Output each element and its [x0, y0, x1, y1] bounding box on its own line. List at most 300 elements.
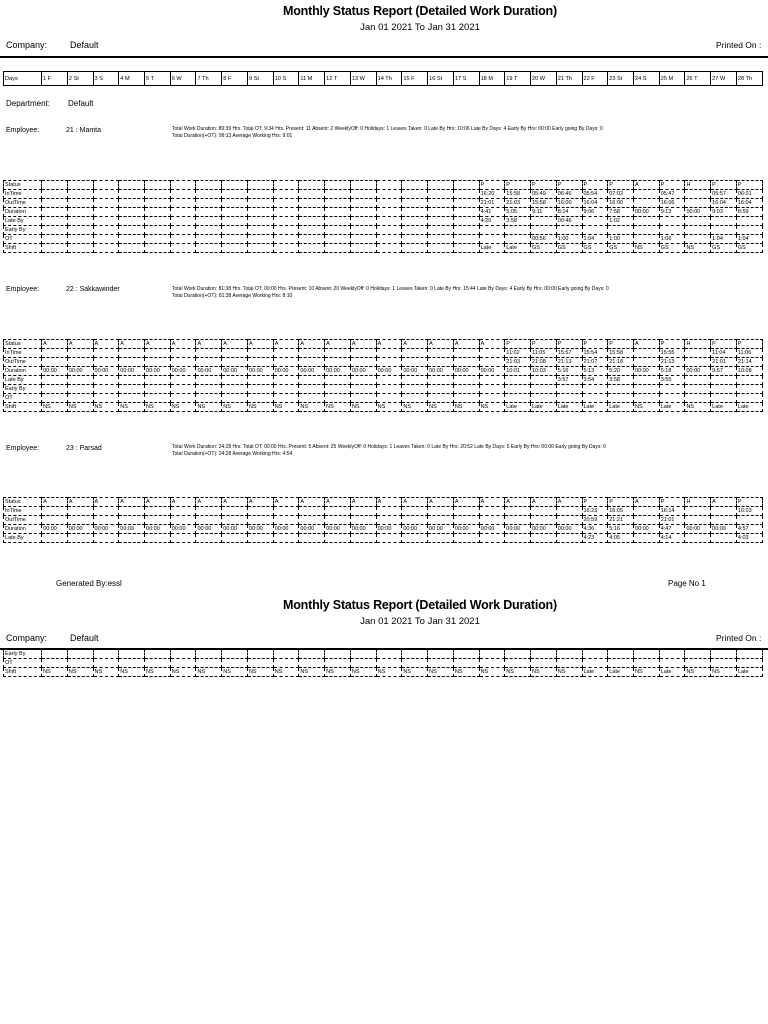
table-cell [145, 235, 171, 244]
table-cell [685, 385, 711, 394]
table-cell [402, 349, 428, 358]
table-row [4, 358, 763, 367]
table-cell: 21:08 [531, 358, 557, 367]
table-cell: 5:05 [505, 208, 531, 217]
table-cell: 1:04 [736, 235, 762, 244]
table-cell [93, 235, 119, 244]
table-cell: 15:57 [556, 349, 582, 358]
table-cell [42, 394, 68, 403]
table-cell [170, 394, 196, 403]
table-cell [299, 244, 325, 253]
table-cell: 4:05 [608, 534, 634, 543]
table-cell: P [531, 340, 557, 349]
table-cell [453, 181, 479, 190]
table-cell: A [402, 340, 428, 349]
table-cell: 00:00 [247, 367, 273, 376]
table-cell [196, 208, 222, 217]
table-cell: 00:00 [633, 208, 659, 217]
table-cell: 16:00 [556, 199, 582, 208]
table-cell [582, 226, 608, 235]
table-cell [273, 394, 299, 403]
table-cell: NS [42, 668, 68, 677]
table-cell [453, 534, 479, 543]
table-cell [42, 659, 68, 668]
table-cell: NS [685, 244, 711, 253]
table-cell [428, 659, 454, 668]
table-cell: Late [582, 668, 608, 677]
table-cell [350, 199, 376, 208]
table-cell: NS [273, 668, 299, 677]
table-cell [428, 349, 454, 358]
table-cell [93, 385, 119, 394]
table-cell [325, 181, 351, 190]
table-cell [273, 376, 299, 385]
table-cell [119, 190, 145, 199]
table-cell: P [608, 498, 634, 507]
table-cell [170, 385, 196, 394]
table-cell: 8:14 [556, 208, 582, 217]
table-cell [711, 516, 737, 525]
table-cell: A [145, 498, 171, 507]
table-cell [273, 244, 299, 253]
table-row [4, 349, 763, 358]
table-cell [145, 217, 171, 226]
table-cell [505, 507, 531, 516]
table-cell [325, 394, 351, 403]
table-row [4, 650, 763, 659]
table-cell [556, 507, 582, 516]
table-cell: 00:00 [273, 367, 299, 376]
table-cell [145, 650, 171, 659]
table-cell [67, 394, 93, 403]
table-cell [247, 507, 273, 516]
table-cell [453, 507, 479, 516]
table-cell [659, 385, 685, 394]
table-cell [222, 507, 248, 516]
table-cell: NS [479, 668, 505, 677]
table-cell [736, 385, 762, 394]
table-cell [428, 190, 454, 199]
table-cell [428, 358, 454, 367]
table-cell [145, 349, 171, 358]
table-cell: A [402, 498, 428, 507]
table-cell: 00:00 [222, 367, 248, 376]
table-cell [196, 534, 222, 543]
table-cell [196, 244, 222, 253]
table-cell: A [170, 498, 196, 507]
table-cell [222, 516, 248, 525]
table-cell [376, 650, 402, 659]
table-cell: Late [736, 403, 762, 412]
table-cell: NS [453, 668, 479, 677]
employee-name: 21 : Mamta [66, 127, 102, 134]
table-cell: 00:00 [685, 367, 711, 376]
table-cell [582, 650, 608, 659]
table-cell [273, 349, 299, 358]
table-cell [170, 376, 196, 385]
table-cell [556, 226, 582, 235]
table-cell [273, 235, 299, 244]
table-cell [119, 534, 145, 543]
table-cell [93, 376, 119, 385]
header-rule [0, 56, 768, 58]
table-cell [67, 181, 93, 190]
day-header-cell: 10 S [273, 72, 299, 86]
table-cell: Late [736, 668, 762, 677]
table-cell [556, 534, 582, 543]
table-cell [505, 394, 531, 403]
table-cell: NS [222, 403, 248, 412]
table-cell [119, 217, 145, 226]
table-cell: NS [402, 668, 428, 677]
table-cell [273, 507, 299, 516]
table-cell: H [685, 340, 711, 349]
table-cell [67, 244, 93, 253]
table-cell [633, 190, 659, 199]
table-cell [633, 516, 659, 525]
day-header-cell: 27 W [711, 72, 737, 86]
table-cell [247, 659, 273, 668]
table-cell [196, 516, 222, 525]
table-cell: NS [145, 668, 171, 677]
table-cell [67, 385, 93, 394]
table-cell [428, 181, 454, 190]
table-cell [453, 516, 479, 525]
table-cell: NS [196, 403, 222, 412]
table-cell: 16:14 [659, 507, 685, 516]
table-cell [196, 385, 222, 394]
row-label: Shift [4, 403, 42, 412]
table-cell [170, 358, 196, 367]
table-cell [325, 534, 351, 543]
table-cell: 20:59 [582, 516, 608, 525]
table-cell [453, 190, 479, 199]
day-header-cell: 6 W [170, 72, 196, 86]
row-label: OutTime [4, 199, 42, 208]
table-cell: NS [633, 403, 659, 412]
table-cell: P [582, 498, 608, 507]
table-cell [376, 244, 402, 253]
table-cell [247, 385, 273, 394]
table-cell [145, 199, 171, 208]
table-cell [453, 208, 479, 217]
table-cell [247, 181, 273, 190]
table-cell [247, 349, 273, 358]
table-cell: Late [608, 403, 634, 412]
table-cell [170, 534, 196, 543]
table-cell [247, 208, 273, 217]
employee-summary: Total Work Duration: 89:39 Hrs. Total OT: 9:34 Hrs. Present: 11 Absent: 2 WeeklyOff: 0 Holidays: 1 Leaves Taken: 0 Late By Hrs: 10:06 Late By Days: 4 Early By Hrs: 00:00 Early going By Days: 0 Total Duration(+OT): 99:13 Average Working Hrs: 9:01 [172, 126, 603, 139]
table-cell: A [299, 340, 325, 349]
employee-label: Employee: [6, 286, 40, 293]
table-cell: NS [222, 668, 248, 677]
row-label: Duration [4, 525, 42, 534]
table-cell [196, 181, 222, 190]
table-cell [736, 376, 762, 385]
table-cell [299, 181, 325, 190]
table-cell: 00:00 [505, 525, 531, 534]
table-cell: NS [428, 668, 454, 677]
table-cell: 06:01 [736, 190, 762, 199]
table-cell [479, 376, 505, 385]
table-cell [247, 190, 273, 199]
table-cell: NS [273, 403, 299, 412]
table-cell [273, 226, 299, 235]
table-cell: 3:57 [556, 376, 582, 385]
table-cell [376, 358, 402, 367]
table-row [4, 385, 763, 394]
table-cell [93, 358, 119, 367]
date-from: Jan 01 2021 [360, 22, 413, 33]
table-cell [67, 235, 93, 244]
day-header-cell: 1 F [42, 72, 68, 86]
table-cell [505, 235, 531, 244]
table-cell: 00:00 [453, 367, 479, 376]
table-cell [428, 534, 454, 543]
table-cell [299, 516, 325, 525]
table-cell [428, 394, 454, 403]
table-cell [633, 235, 659, 244]
table-cell [67, 226, 93, 235]
table-cell [170, 349, 196, 358]
table-cell [42, 385, 68, 394]
days-header-table [3, 71, 763, 86]
table-cell [402, 659, 428, 668]
table-cell [659, 226, 685, 235]
table-cell: 00:00 [247, 525, 273, 534]
table-cell: NS [247, 403, 273, 412]
table-cell [350, 358, 376, 367]
table-cell: A [428, 340, 454, 349]
table-cell: 16:20 [479, 190, 505, 199]
table-cell: 21:03 [505, 199, 531, 208]
table-cell: Late [505, 403, 531, 412]
table-cell [428, 376, 454, 385]
table-cell: NS [145, 403, 171, 412]
table-cell: NS [428, 403, 454, 412]
table-cell [196, 349, 222, 358]
table-cell [119, 226, 145, 235]
table-cell: 8:59 [736, 208, 762, 217]
table-cell [685, 190, 711, 199]
table-cell: A [633, 340, 659, 349]
table-cell: 00:00 [402, 525, 428, 534]
table-cell [170, 516, 196, 525]
table-cell [119, 507, 145, 516]
employee-line [6, 127, 101, 134]
table-cell [479, 650, 505, 659]
table-cell: 5:13 [582, 367, 608, 376]
table-row [4, 516, 763, 525]
table-cell: P [736, 498, 762, 507]
table-cell [608, 659, 634, 668]
table-cell [633, 226, 659, 235]
table-cell: 16:04 [582, 199, 608, 208]
table-cell [119, 208, 145, 217]
table-cell: 4:36 [582, 525, 608, 534]
table-cell: P [659, 181, 685, 190]
table-cell [659, 659, 685, 668]
table-cell: 21:01 [711, 358, 737, 367]
table-cell: NS [633, 668, 659, 677]
row-label: Early By [4, 385, 42, 394]
table-cell [711, 659, 737, 668]
table-cell [273, 659, 299, 668]
table-cell [170, 217, 196, 226]
table-cell [273, 534, 299, 543]
table-cell: 10:01 [505, 367, 531, 376]
table-cell [350, 181, 376, 190]
table-cell [453, 199, 479, 208]
report-title: Monthly Status Report (Detailed Work Duration) [283, 4, 557, 18]
table-cell: NS [170, 668, 196, 677]
table-cell: 00:00 [428, 367, 454, 376]
table-cell: NS [453, 403, 479, 412]
table-cell [633, 217, 659, 226]
table-cell [453, 349, 479, 358]
table-cell: 16:00 [608, 199, 634, 208]
table-cell [736, 217, 762, 226]
table-cell: A [67, 498, 93, 507]
day-header-cell: 18 M [479, 72, 505, 86]
table-cell [93, 226, 119, 235]
table-cell [453, 244, 479, 253]
table-cell [376, 385, 402, 394]
table-cell [479, 659, 505, 668]
table-cell [711, 650, 737, 659]
table-cell: Late [659, 403, 685, 412]
employee-attendance-table [3, 497, 763, 543]
table-cell [325, 244, 351, 253]
table-cell [67, 349, 93, 358]
table-cell: 21:01 [479, 199, 505, 208]
table-cell: 05:57 [711, 190, 737, 199]
table-cell [582, 385, 608, 394]
table-cell: A [93, 498, 119, 507]
day-header-cell: 2 St [67, 72, 93, 86]
table-cell: 3:58 [505, 217, 531, 226]
table-cell: A [479, 340, 505, 349]
table-cell: 00:00 [325, 367, 351, 376]
table-cell: 00:00 [453, 525, 479, 534]
page-number: Page No 1 [668, 579, 706, 588]
table-cell [222, 190, 248, 199]
employee-summary: Total Work Duration: 81:38 Hrs. Total OT: 00:00 Hrs. Present: 10 Absent: 20 WeeklyOff: 0 Holidays: 1 Leaves Taken: 0 Late By Hrs: 15:44 Late By Days: 4 Early By Hrs: 00:00 Early going By Days: 0 Total Duration(+OT): 81:38 Average Working Hrs: 8:10 [172, 286, 609, 299]
table-cell [711, 376, 737, 385]
table-cell [170, 659, 196, 668]
table-cell [299, 217, 325, 226]
table-cell [325, 659, 351, 668]
table-cell: 4:57 [736, 525, 762, 534]
row-label: Late By [4, 534, 42, 543]
table-cell: NS [299, 668, 325, 677]
table-cell [299, 208, 325, 217]
date-from: Jan 01 2021 [360, 616, 413, 627]
table-cell [376, 226, 402, 235]
table-cell [93, 208, 119, 217]
table-cell: A [93, 340, 119, 349]
table-cell: P [479, 181, 505, 190]
table-cell: A [556, 498, 582, 507]
day-header-cell: 14 Th [376, 72, 402, 86]
table-cell [633, 385, 659, 394]
table-cell [299, 394, 325, 403]
employee-name: 23 : Parsad [66, 445, 102, 452]
table-cell [170, 235, 196, 244]
table-cell [42, 376, 68, 385]
table-cell [531, 217, 557, 226]
table-cell: P [711, 181, 737, 190]
table-cell: 05:47 [659, 190, 685, 199]
table-cell [453, 385, 479, 394]
table-row [4, 394, 763, 403]
table-cell [222, 376, 248, 385]
table-cell [556, 516, 582, 525]
table-cell [273, 199, 299, 208]
table-cell [299, 199, 325, 208]
table-cell [67, 659, 93, 668]
table-cell [119, 659, 145, 668]
table-cell [170, 226, 196, 235]
table-cell: Late [479, 244, 505, 253]
table-cell [376, 181, 402, 190]
table-cell: A [145, 340, 171, 349]
table-cell [196, 659, 222, 668]
table-cell [145, 659, 171, 668]
table-cell: NS [402, 403, 428, 412]
table-cell: A [633, 498, 659, 507]
row-label: OutTime [4, 358, 42, 367]
table-row [4, 534, 763, 543]
table-row [4, 190, 763, 199]
table-cell [325, 199, 351, 208]
table-cell [350, 516, 376, 525]
table-cell: 00:00 [42, 525, 68, 534]
table-cell: 00:00 [67, 525, 93, 534]
table-cell [273, 385, 299, 394]
table-cell [67, 534, 93, 543]
row-label: Early By [4, 650, 42, 659]
table-cell: P [582, 181, 608, 190]
table-cell [196, 235, 222, 244]
table-cell: NS [479, 403, 505, 412]
table-cell [222, 394, 248, 403]
table-cell: 10:03 [531, 367, 557, 376]
table-cell [608, 394, 634, 403]
table-cell: 15:55 [659, 349, 685, 358]
table-cell [273, 208, 299, 217]
table-cell: 15:54 [582, 349, 608, 358]
table-cell [608, 650, 634, 659]
table-cell [119, 244, 145, 253]
table-cell [273, 217, 299, 226]
table-cell: A [273, 498, 299, 507]
table-cell: 16:06 [659, 199, 685, 208]
table-cell [711, 534, 737, 543]
table-cell [222, 385, 248, 394]
table-cell [93, 534, 119, 543]
table-cell: 00:00 [119, 367, 145, 376]
table-cell: NS [505, 668, 531, 677]
table-cell: A [453, 340, 479, 349]
table-cell [531, 376, 557, 385]
table-cell [608, 385, 634, 394]
table-cell: P [608, 340, 634, 349]
table-cell: 00:00 [170, 367, 196, 376]
table-cell [376, 376, 402, 385]
table-cell [42, 181, 68, 190]
table-cell: A [247, 340, 273, 349]
